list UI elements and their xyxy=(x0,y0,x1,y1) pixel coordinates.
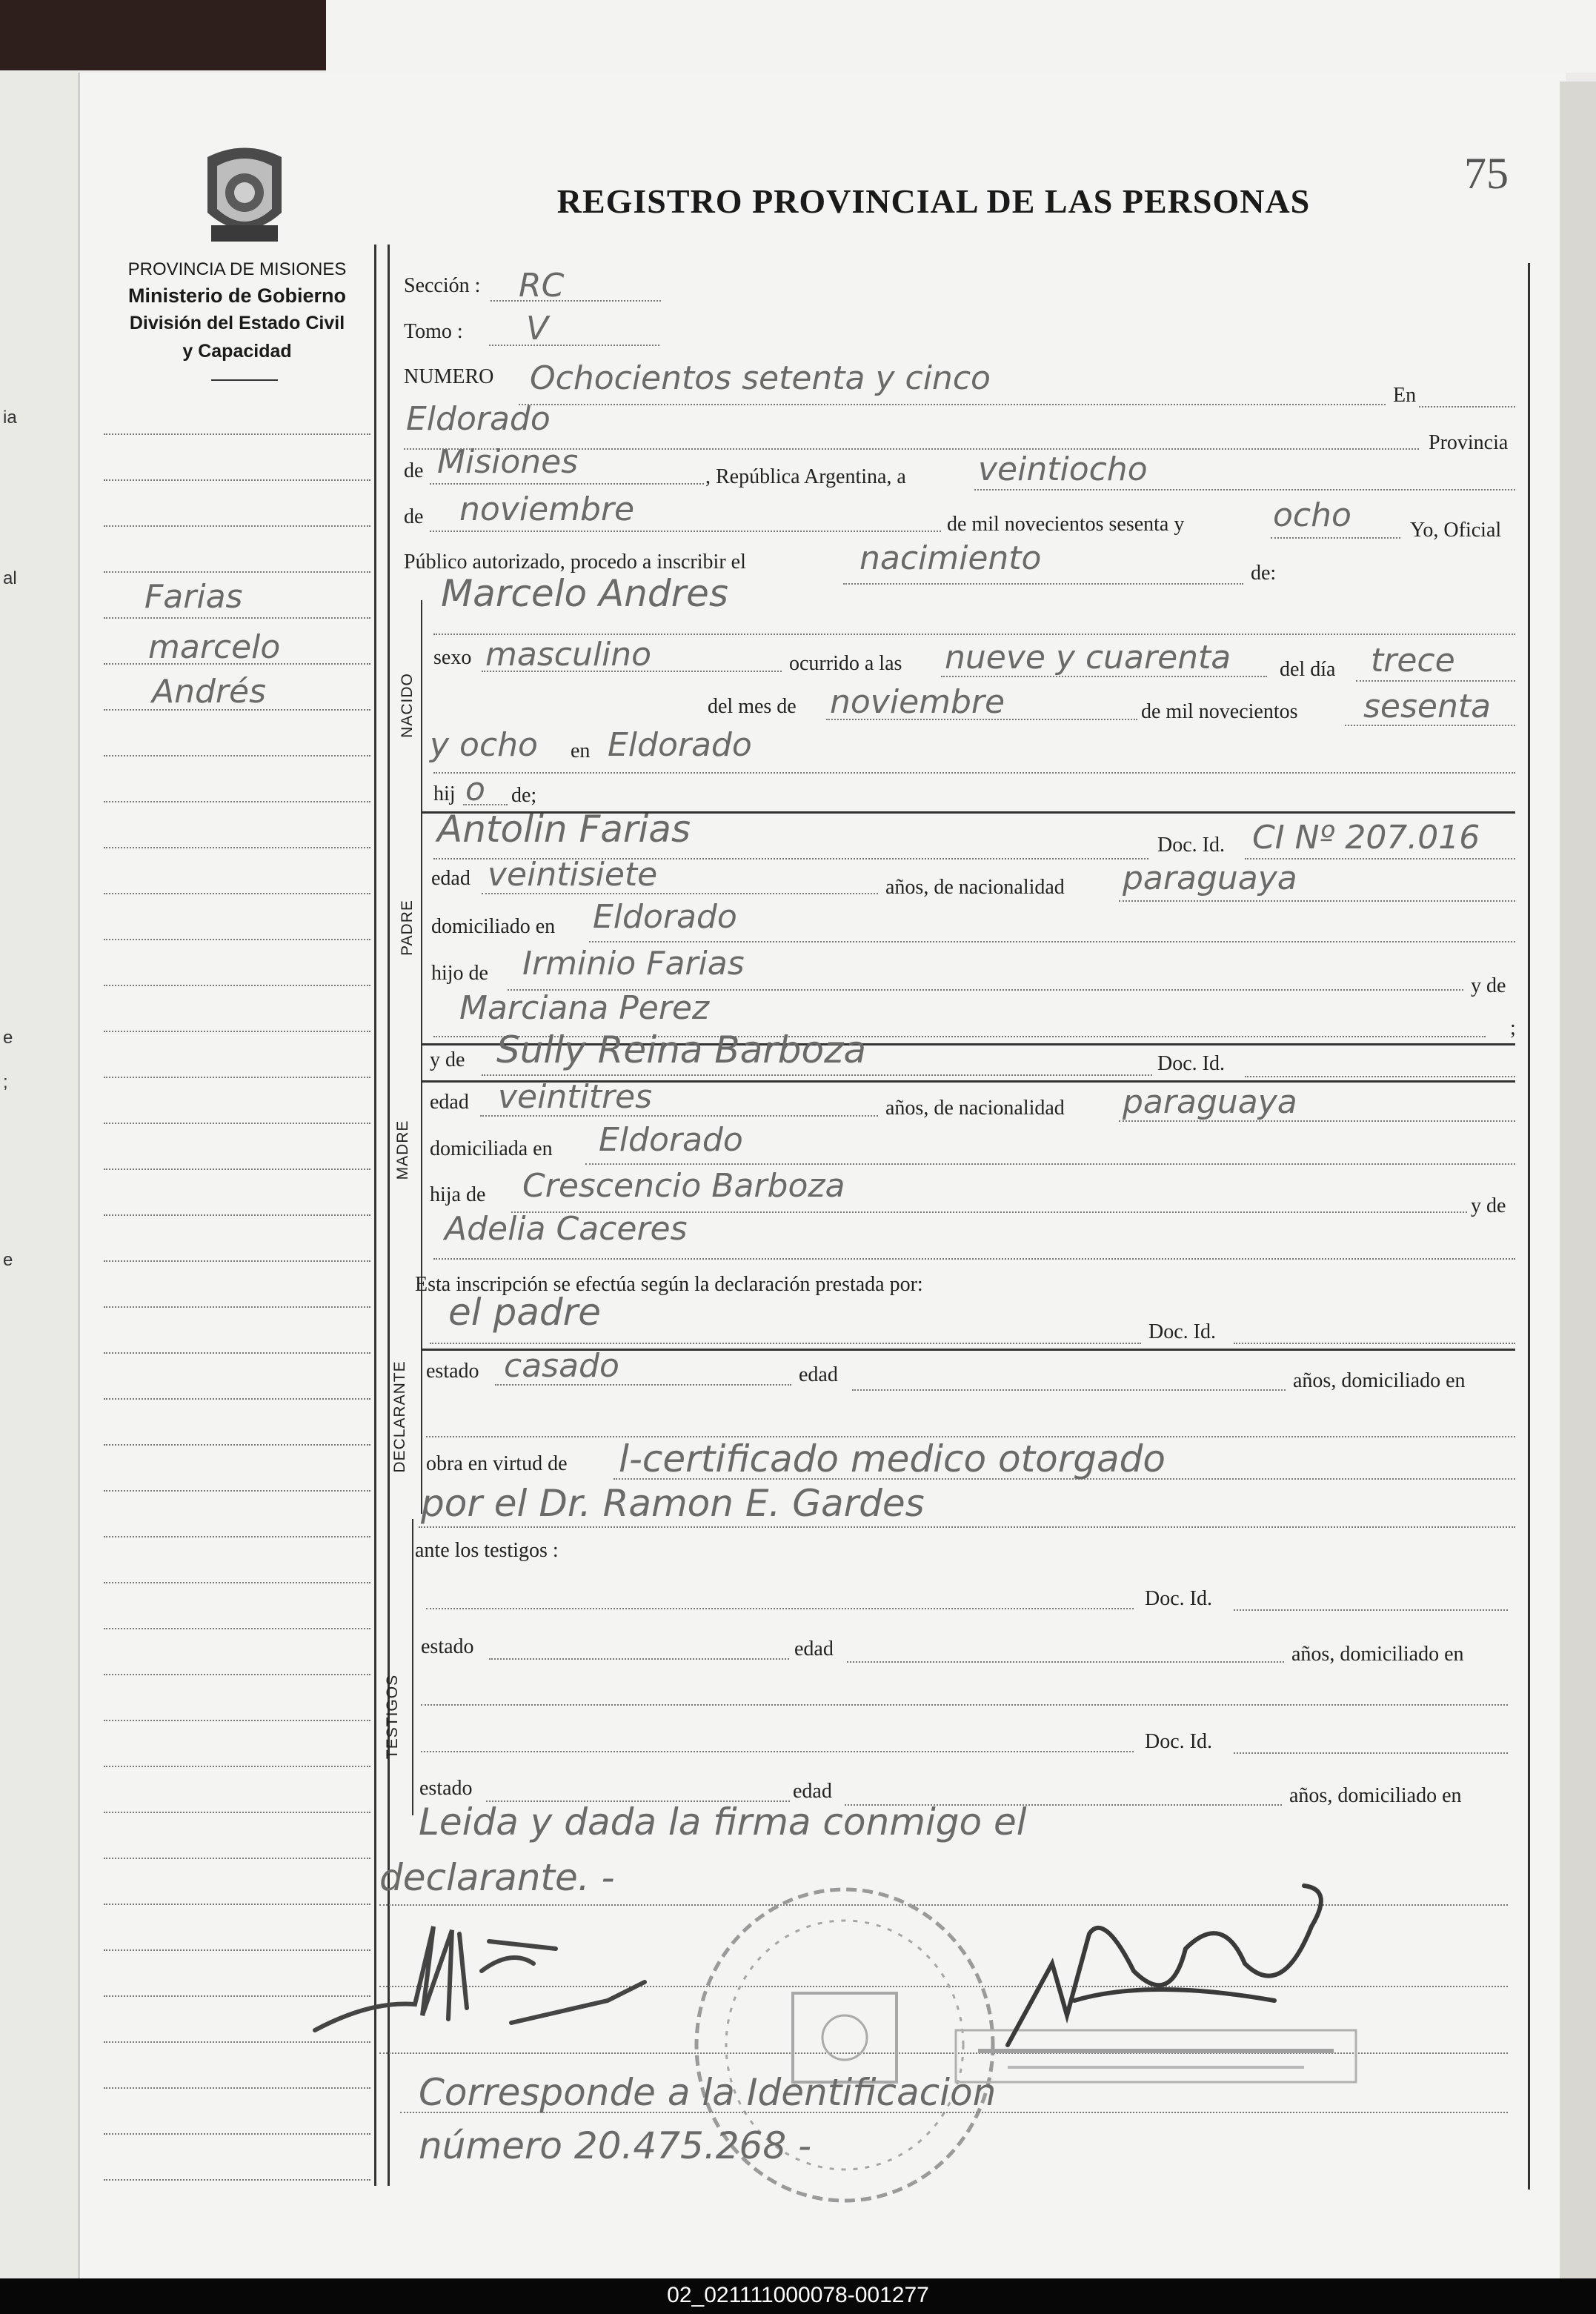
book-spine xyxy=(1560,82,1596,2278)
margin-ruled-line xyxy=(104,893,370,894)
margin-ruled-line xyxy=(104,1628,370,1629)
nacido-anio-value-b: y ocho xyxy=(430,726,538,764)
acto-value: nacimiento xyxy=(859,539,1042,577)
padre-madre-value: Marciana Perez xyxy=(459,989,710,1027)
margin-ruled-line xyxy=(104,1306,370,1308)
madre-nombre-value: Sully Reina Barboza xyxy=(496,1028,867,1071)
de-colon-label: de: xyxy=(1251,562,1277,585)
declarante-estado-value: casado xyxy=(504,1347,619,1385)
ocurrido-label: ocurrido a las xyxy=(789,652,902,675)
margin-ruled-line xyxy=(104,801,370,802)
declarante-quien-line xyxy=(430,1343,1141,1344)
padre-domicilio-label: domiciliado en xyxy=(431,915,556,938)
padre-doc-value: CI Nº 207.016 xyxy=(1252,819,1480,857)
padre-padre-value: Irminio Farias xyxy=(522,945,745,983)
margin-ruled-line xyxy=(104,1904,370,1905)
nacido-section-label: NACIDO xyxy=(399,673,416,738)
margin-ruled-line xyxy=(104,1766,370,1767)
margin-ruled-line xyxy=(104,433,370,435)
testigo2-doc-label: Doc. Id. xyxy=(1145,1730,1212,1753)
province-label: PROVINCIA DE MISIONES xyxy=(127,259,347,279)
margin-ruled-line xyxy=(104,755,370,757)
margin-ruled-line xyxy=(104,2041,370,2043)
numero-line xyxy=(519,404,1386,405)
del-dia-label: del día xyxy=(1280,658,1336,681)
sexo-label: sexo xyxy=(433,646,472,669)
testigo1-edad-label: edad xyxy=(794,1638,834,1660)
margin-ruled-line xyxy=(104,1812,370,1813)
declarante-section-label: DECLARANTE xyxy=(391,1360,408,1473)
testigo1-doc-line xyxy=(1234,1609,1508,1611)
madre-edad-value: veintitres xyxy=(498,1078,653,1116)
de-label: de xyxy=(404,459,424,482)
tomo-label: Tomo : xyxy=(404,320,463,343)
closing-line-2: declarante. - xyxy=(379,1856,615,1899)
padre-anios-label: años, de nacionalidad xyxy=(885,876,1065,899)
id-note-line xyxy=(400,2112,1508,2113)
margin-ruled-line xyxy=(104,525,370,527)
provincia-line xyxy=(430,483,704,485)
declarante-signature-icon xyxy=(311,1912,652,2038)
en-label: En xyxy=(1393,384,1417,407)
margin-ruled-line xyxy=(104,1536,370,1537)
margin-first-name: marcelo xyxy=(148,628,281,666)
lugar-value: Eldorado xyxy=(406,400,551,438)
declarante-anios-label: años, domiciliado en xyxy=(1293,1369,1466,1392)
capacity-label: y Capacidad xyxy=(182,341,292,362)
obra-label: obra en virtud de xyxy=(426,1452,568,1475)
seccion-value: RC xyxy=(519,267,565,305)
margin-ruled-line xyxy=(104,1858,370,1859)
madre-domicilio-label: domiciliada en xyxy=(430,1137,553,1160)
padre-domicilio-value: Eldorado xyxy=(593,898,737,936)
header-divider xyxy=(211,379,278,381)
provincia-label: Provincia xyxy=(1429,431,1509,454)
padre-hijo-de-label: hijo de xyxy=(431,962,488,985)
page-number: 75 xyxy=(1464,149,1509,198)
margin-ruled-line xyxy=(104,1352,370,1354)
nacido-en-label: en xyxy=(571,739,591,762)
declarante-edad-line xyxy=(852,1389,1286,1391)
margin-ruled-line xyxy=(104,1123,370,1124)
margin-ruled-line xyxy=(104,2179,370,2181)
madre-doc-line xyxy=(1245,1076,1515,1077)
nacido-nombre-value: Marcelo Andres xyxy=(441,572,728,615)
obra-line-2 xyxy=(419,1526,1515,1528)
numero-value: Ochocientos setenta y cinco xyxy=(530,359,991,397)
scan-filename: 02_021111000078-001277 xyxy=(667,2283,929,2307)
margin-ruled-line xyxy=(104,847,370,848)
testigo2-doc-line xyxy=(1234,1752,1508,1754)
nacido-lugar-line xyxy=(433,772,1515,774)
hij-de-label: de; xyxy=(511,784,537,807)
declarante-doc-line xyxy=(1234,1343,1515,1344)
nacido-mes-value: noviembre xyxy=(830,683,1005,721)
dia-value: veintiocho xyxy=(978,451,1148,488)
testigo1-anios-label: años, domiciliado en xyxy=(1291,1643,1464,1666)
nacido-lugar-value: Eldorado xyxy=(608,726,752,764)
nacido-mil-label: de mil novecientos xyxy=(1141,700,1298,723)
testigo2-estado-label: estado xyxy=(419,1777,473,1800)
declarante-doc-label: Doc. Id. xyxy=(1148,1320,1216,1343)
madre-nombre-line xyxy=(482,1074,1152,1076)
division-label: División del Estado Civil xyxy=(129,313,345,333)
testigo2-anios-label: años, domiciliado en xyxy=(1289,1784,1462,1807)
obra-value-1: l-certificado medico otorgado xyxy=(619,1437,1166,1480)
margin-ruled-line xyxy=(104,1444,370,1446)
margin-surname: Farias xyxy=(144,578,243,616)
closing-line-1: Leida y dada la firma conmigo el xyxy=(419,1801,1027,1843)
madre-edad-label: edad xyxy=(430,1091,469,1114)
anio-value: ocho xyxy=(1273,496,1351,534)
republica-label: , República Argentina, a xyxy=(705,465,906,488)
previous-page-edge xyxy=(0,70,78,2278)
seccion-line xyxy=(491,300,661,302)
testigo1-doc-label: Doc. Id. xyxy=(1145,1587,1212,1610)
oficial-label: Yo, Oficial xyxy=(1410,519,1502,542)
margin-ruled-line xyxy=(104,1031,370,1032)
nacido-anio-value-a: sesenta xyxy=(1363,688,1492,725)
madre-madre-line xyxy=(433,1258,1515,1260)
next-page-edge xyxy=(326,0,1596,73)
right-vertical-rule xyxy=(1528,263,1530,2190)
padre-nacionalidad-value: paraguaya xyxy=(1123,860,1297,897)
padre-section-label: PADRE xyxy=(399,900,416,956)
hora-value: nueve y cuarenta xyxy=(945,639,1231,676)
madre-hija-de-label: hija de xyxy=(430,1183,486,1206)
testigo1-estado-label: estado xyxy=(421,1635,474,1658)
ministry-label: Ministerio de Gobierno xyxy=(127,285,347,307)
background-corner xyxy=(0,0,326,70)
margin-ruled-line xyxy=(104,571,370,573)
testigos-section-label: TESTIGOS xyxy=(384,1674,401,1760)
padre-edad-value: veintisiete xyxy=(488,856,658,894)
provincia-value: Misiones xyxy=(437,443,579,481)
nacido-dia-line xyxy=(1356,680,1515,682)
testigos-bracket-rule xyxy=(412,1519,413,1815)
madre-doc-label: Doc. Id. xyxy=(1157,1052,1225,1075)
testigo1-nombre-line xyxy=(426,1608,1134,1609)
margin-ruled-line xyxy=(104,2133,370,2135)
madre-y-de-label-2: y de xyxy=(1471,1194,1506,1217)
padre-domicilio-line xyxy=(589,941,1515,942)
margin-ruled-line xyxy=(104,1398,370,1400)
margin-ruled-line xyxy=(104,1490,370,1492)
padre-nacionalidad-line xyxy=(1119,900,1515,902)
margin-ruled-line xyxy=(104,1582,370,1583)
publico-label: Público autorizado, procedo a inscribir el xyxy=(404,551,746,573)
page-title: REGISTRO PROVINCIAL DE LAS PERSONAS xyxy=(556,182,1311,220)
declarante-estado-label: estado xyxy=(426,1360,479,1383)
margin-ruled-line xyxy=(104,1674,370,1675)
seccion-label: Sección : xyxy=(404,274,481,297)
testigo1-estado-line xyxy=(489,1658,789,1660)
mil-label: de mil novecientos sesenta y xyxy=(947,513,1185,536)
del-mes-label: del mes de xyxy=(708,695,797,718)
nacido-nombre-line xyxy=(433,634,1515,635)
id-note-line-1: Corresponde a la Identificacion xyxy=(419,2071,997,2114)
padre-y-de-label: y de xyxy=(1471,974,1506,997)
acto-line xyxy=(843,583,1243,585)
obra-value-2: por el Dr. Ramon E. Gardes xyxy=(421,1482,925,1525)
prev-page-fragment: al xyxy=(3,568,17,588)
testigo1-domicilio-line xyxy=(421,1704,1508,1706)
margin-ruled-line xyxy=(104,2087,370,2089)
anio-line xyxy=(1271,537,1400,539)
prev-page-fragment: ia xyxy=(3,408,17,428)
madre-anios-label: años, de nacionalidad xyxy=(885,1097,1065,1120)
en-line xyxy=(1419,406,1515,408)
mes-value: noviembre xyxy=(459,491,635,528)
padre-nombre-value: Antolin Farias xyxy=(437,808,691,851)
prev-page-fragment: e xyxy=(3,1028,13,1048)
nacido-dia-value: trece xyxy=(1371,642,1455,679)
declarante-intro-label: Esta inscripción se efectúa según la declaración prestada por: xyxy=(415,1273,923,1296)
mes-line xyxy=(430,531,941,532)
madre-madre-value: Adelia Caceres xyxy=(445,1210,688,1248)
madre-padre-value: Crescencio Barboza xyxy=(522,1167,845,1205)
margin-ruled-line xyxy=(104,617,370,619)
declarante-quien-value: el padre xyxy=(448,1291,601,1334)
margin-ruled-line xyxy=(104,1214,370,1216)
id-note-line-2: número 20.475.268 - xyxy=(419,2124,812,2167)
testigo2-edad-label: edad xyxy=(793,1780,832,1803)
provincial-seal-icon xyxy=(196,142,293,246)
section-bracket-rule xyxy=(421,600,422,1514)
tomo-line xyxy=(489,345,659,346)
margin-ruled-line xyxy=(104,985,370,986)
margin-ruled-line xyxy=(104,939,370,940)
padre-semicolon: ; xyxy=(1510,1017,1516,1040)
madre-section-label: MADRE xyxy=(394,1120,411,1180)
sexo-value: masculino xyxy=(485,636,652,674)
margin-vertical-rule xyxy=(374,245,376,2186)
madre-domicilio-line xyxy=(585,1163,1515,1165)
margin-ruled-line xyxy=(104,1720,370,1721)
de-label-2: de xyxy=(404,505,424,528)
official-signature-icon xyxy=(963,1882,1349,2067)
prev-page-fragment: ; xyxy=(3,1072,8,1092)
margin-ruled-line xyxy=(104,479,370,481)
madre-nacionalidad-value: paraguaya xyxy=(1123,1083,1297,1121)
hij-value: o xyxy=(465,771,485,808)
margin-ruled-line xyxy=(104,1260,370,1262)
declarante-edad-label: edad xyxy=(799,1363,838,1386)
margin-middle-name: Andrés xyxy=(152,673,266,711)
testigo1-edad-line xyxy=(847,1661,1284,1663)
madre-y-de-label: y de xyxy=(430,1048,465,1071)
prev-page-fragment: e xyxy=(3,1250,13,1270)
padre-doc-label: Doc. Id. xyxy=(1157,834,1225,857)
numero-label: NUMERO xyxy=(404,365,494,388)
margin-ruled-line xyxy=(104,1168,370,1170)
hij-label: hij xyxy=(433,782,456,805)
madre-domicilio-value: Eldorado xyxy=(599,1121,743,1159)
tomo-value: V xyxy=(526,310,549,348)
testigo2-nombre-line xyxy=(421,1751,1134,1752)
margin-ruled-line xyxy=(104,1077,370,1078)
padre-edad-label: edad xyxy=(431,867,471,890)
dia-line xyxy=(974,489,1515,491)
ante-testigos-label: ante los testigos : xyxy=(415,1539,559,1562)
